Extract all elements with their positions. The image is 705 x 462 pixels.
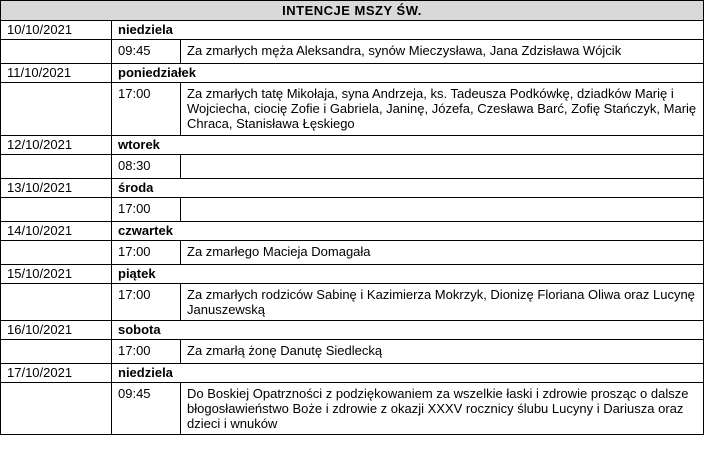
day-row bbox=[1, 364, 704, 383]
mass-time: 17:00 bbox=[112, 340, 181, 364]
mass-intention bbox=[181, 155, 704, 179]
day-row bbox=[1, 222, 704, 241]
day-row bbox=[1, 265, 704, 284]
empty-cell bbox=[1, 155, 112, 179]
mass-row bbox=[1, 40, 704, 64]
day-name-cell: niedziela bbox=[112, 21, 704, 40]
mass-time: 17:00 bbox=[112, 284, 181, 321]
date-cell: 10/10/2021 bbox=[1, 21, 112, 40]
mass-time: 17:00 bbox=[112, 241, 181, 265]
date-cell: 15/10/2021 bbox=[1, 265, 112, 284]
day-name-cell: niedziela bbox=[112, 364, 704, 383]
mass-intention: Za zmarłych rodziców Sabinę i Kazimierza Mokrzyk, Dionizę Floriana Oliwa oraz Lucynę Januszewską bbox=[181, 284, 704, 321]
date-cell: 16/10/2021 bbox=[1, 321, 112, 340]
date-cell: 14/10/2021 bbox=[1, 222, 112, 241]
day-row bbox=[1, 21, 704, 40]
empty-cell bbox=[1, 284, 112, 321]
mass-time: 08:30 bbox=[112, 155, 181, 179]
mass-row bbox=[1, 284, 704, 321]
mass-row bbox=[1, 198, 704, 222]
day-row bbox=[1, 64, 704, 83]
day-name-cell: sobota bbox=[112, 321, 704, 340]
mass-time: 09:45 bbox=[112, 383, 181, 435]
table-title: INTENCJE MSZY ŚW. bbox=[1, 1, 704, 21]
mass-intention: Do Boskiej Opatrzności z podziękowaniem za wszelkie łaski i zdrowie prosząc o dalsze błogosławieństwo Boże i zdrowie z okazji XXXV rocznicy ślubu Lucyny i Dariusza oraz dzieci i wnuków bbox=[181, 383, 704, 435]
day-row bbox=[1, 136, 704, 155]
day-name-cell: poniedziałek bbox=[112, 64, 704, 83]
day-name-cell: środa bbox=[112, 179, 704, 198]
mass-intention: Za zmarłych męża Aleksandra, synów Mieczysława, Jana Zdzisława Wójcik bbox=[181, 40, 704, 64]
mass-row bbox=[1, 340, 704, 364]
empty-cell bbox=[1, 383, 112, 435]
mass-intention: Za zmarłą żonę Danutę Siedlecką bbox=[181, 340, 704, 364]
day-row bbox=[1, 321, 704, 340]
table-title-row bbox=[1, 1, 704, 21]
empty-cell bbox=[1, 340, 112, 364]
date-cell: 12/10/2021 bbox=[1, 136, 112, 155]
day-name-cell: piątek bbox=[112, 265, 704, 284]
mass-intention: Za zmarłego Macieja Domagała bbox=[181, 241, 704, 265]
empty-cell bbox=[1, 40, 112, 64]
mass-row bbox=[1, 241, 704, 265]
empty-cell bbox=[1, 83, 112, 136]
date-cell: 13/10/2021 bbox=[1, 179, 112, 198]
mass-time: 17:00 bbox=[112, 198, 181, 222]
mass-row bbox=[1, 155, 704, 179]
mass-intention: Za zmarłych tatę Mikołaja, syna Andrzeja, ks. Tadeusza Podkówkę, dziadków Marię i Wojciecha, ciocię Zofie i Gabriela, Janinę, Józefa, Czesława Barć, Zofię Stańczyk, Marię Chraca, Stanisława Łęskiego bbox=[181, 83, 704, 136]
day-name-cell: czwartek bbox=[112, 222, 704, 241]
day-name-cell: wtorek bbox=[112, 136, 704, 155]
mass-intention bbox=[181, 198, 704, 222]
mass-time: 17:00 bbox=[112, 83, 181, 136]
empty-cell bbox=[1, 198, 112, 222]
mass-row bbox=[1, 383, 704, 435]
day-row bbox=[1, 179, 704, 198]
date-cell: 11/10/2021 bbox=[1, 64, 112, 83]
mass-time: 09:45 bbox=[112, 40, 181, 64]
empty-cell bbox=[1, 241, 112, 265]
date-cell: 17/10/2021 bbox=[1, 364, 112, 383]
mass-row bbox=[1, 83, 704, 136]
